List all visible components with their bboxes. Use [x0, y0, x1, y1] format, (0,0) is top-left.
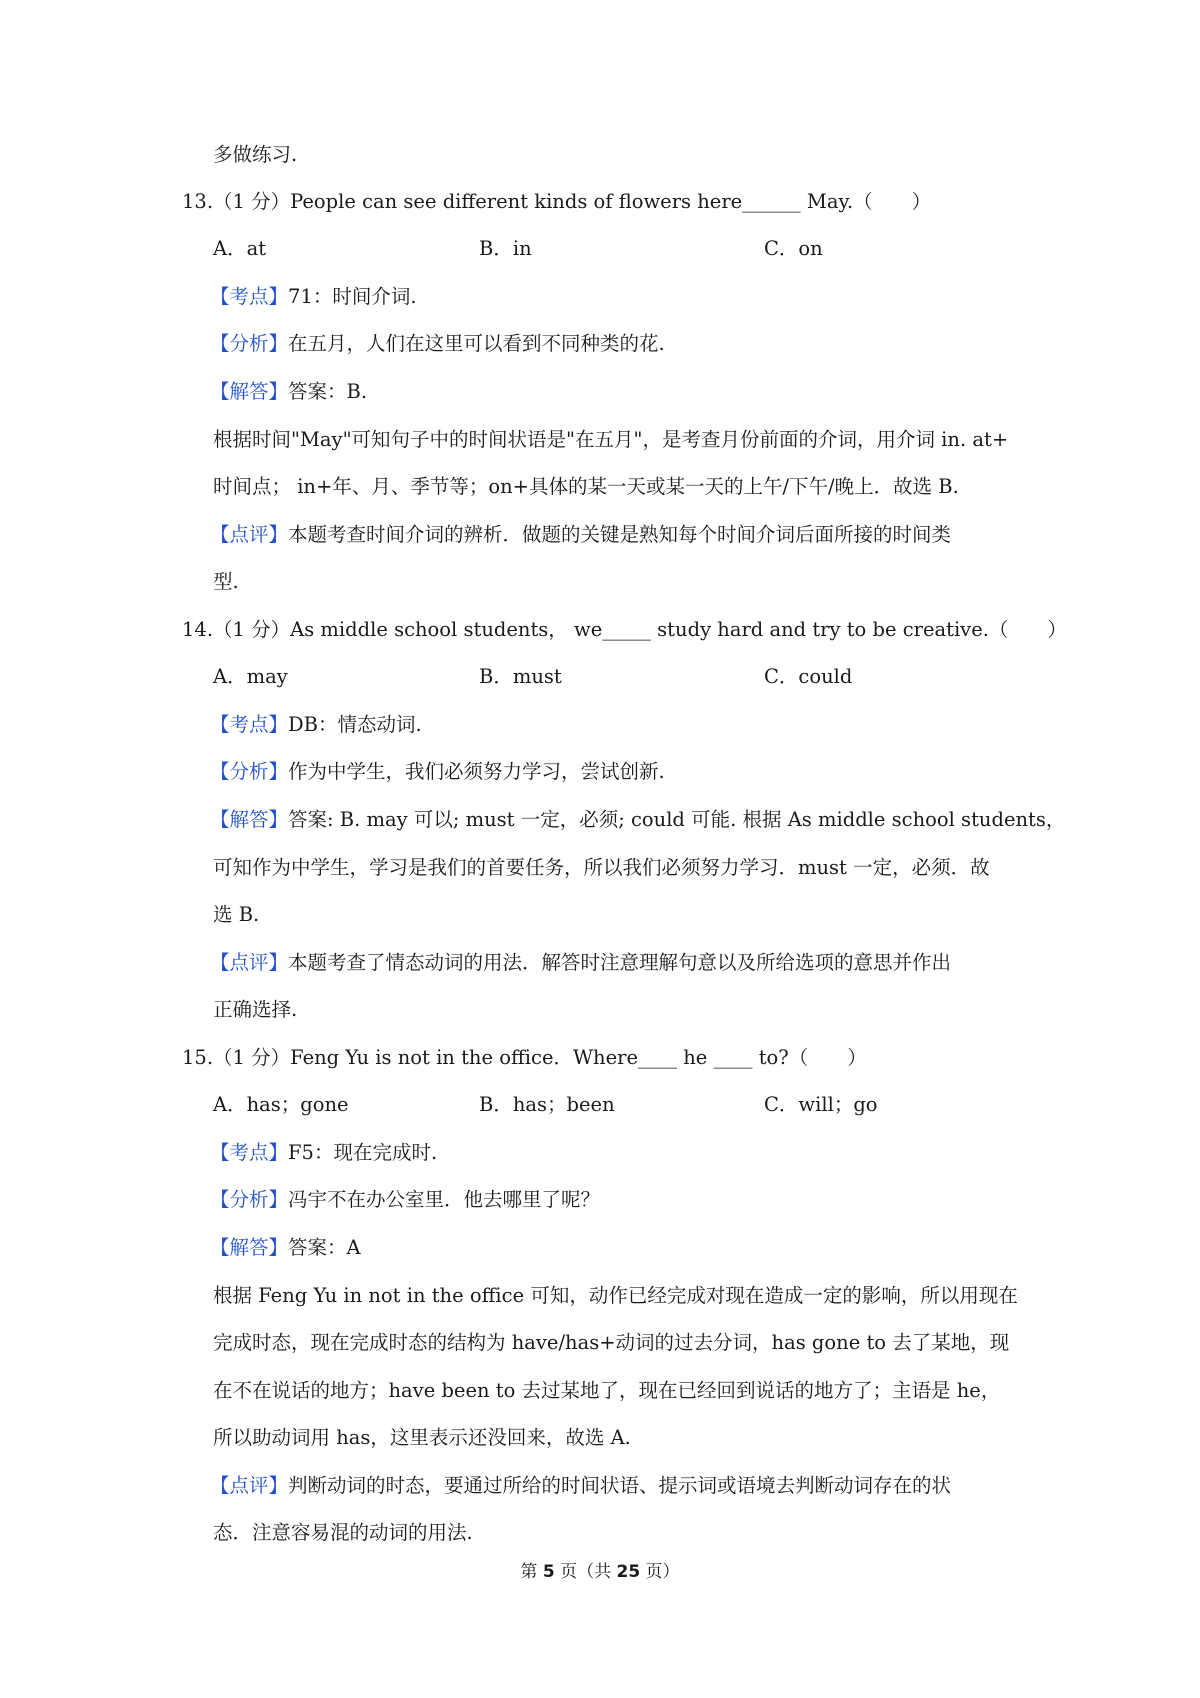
question-stem: 14.（1 分）As middle school students， we_____ study hard and try to be creative.（ ）: [182, 618, 1067, 641]
fenxi-tag: 【分析】: [210, 1188, 289, 1211]
question-stem: 15.（1 分）Feng Yu is not in the office．Where____ he ____ to?（ ）: [182, 1046, 867, 1069]
explain-line: 时间点； in+年、月、季节等；on+具体的某一天或某一天的上午/下午/晚上．故选 B.: [213, 475, 959, 498]
dianping-row: [210, 948, 951, 978]
jieda-text: 答案：B.: [288, 380, 368, 403]
dianping-row: [210, 1471, 951, 1501]
kaodian-row: [210, 1138, 437, 1168]
fenxi-tag: 【分析】: [210, 760, 289, 783]
footer-middle: 页（共: [554, 1562, 617, 1582]
explain-line: 完成时态，现在完成时态的结构为 have/has+动词的过去分词，has gone to 去了某地，现: [213, 1331, 1010, 1354]
kaodian-text: DB：情态动词.: [288, 713, 422, 736]
option-a: A．at: [213, 237, 267, 260]
dianping-continued: 态．注意容易混的动词的用法.: [213, 1521, 473, 1544]
explain-line: 根据 Feng Yu in not in the office 可知，动作已经完成对现在造成一定的影响，所以用现在: [213, 1284, 1018, 1307]
dianping-text: 本题考查了情态动词的用法．解答时注意理解句意以及所给选项的意思并作出: [288, 951, 952, 974]
option-b: B．has；been: [479, 1093, 615, 1116]
jieda-tag: 【解答】: [210, 808, 289, 831]
dianping-continued: 正确选择.: [213, 998, 298, 1021]
explain-line: 可知作为中学生，学习是我们的首要任务，所以我们必须努力学习．must 一定，必须．故: [213, 856, 990, 879]
kaodian-tag: 【考点】: [210, 1141, 289, 1164]
kaodian-tag: 【考点】: [210, 713, 289, 736]
explain-line: 在不在说话的地方；have been to 去过某地了，现在已经回到说话的地方了；主语是 he，: [213, 1379, 1001, 1402]
fenxi-row: [210, 757, 665, 787]
dianping-tag: 【点评】: [210, 1474, 289, 1497]
explain-line: 根据时间"May"可知句子中的时间状语是"在五月"，是考查月份前面的介词，用介词 in. at+: [213, 428, 1009, 451]
footer-prefix: 第: [520, 1562, 543, 1582]
dianping-tag: 【点评】: [210, 523, 289, 546]
fenxi-row: [210, 329, 665, 359]
fenxi-tag: 【分析】: [210, 332, 289, 355]
jieda-row: [210, 1233, 361, 1263]
jieda-tag: 【解答】: [210, 1236, 289, 1259]
jieda-text: 答案：A: [288, 1236, 361, 1259]
jieda-text: 答案: B. may 可以; must 一定，必须; could 可能. 根据 As middle school students，: [288, 808, 1066, 831]
jieda-row: [210, 377, 367, 407]
page-number: 5: [542, 1562, 555, 1582]
page-footer: [0, 1557, 1200, 1582]
kaodian-tag: 【考点】: [210, 285, 289, 308]
question-stem: 13.（1 分）People can see different kinds of flowers here______ May.（ ）: [182, 190, 932, 213]
dianping-text: 判断动词的时态，要通过所给的时间状语、提示词或语境去判断动词存在的状: [288, 1474, 952, 1497]
intro-end-text: 多做练习.: [213, 143, 298, 166]
option-a: A．has；gone: [213, 1093, 349, 1116]
dianping-tag: 【点评】: [210, 951, 289, 974]
kaodian-text: 71：时间介词.: [288, 285, 417, 308]
option-a: A．may: [213, 665, 288, 688]
dianping-row: [210, 520, 951, 550]
page-total: 25: [616, 1562, 641, 1582]
option-b: B．must: [479, 665, 562, 688]
dianping-text: 本题考查时间介词的辨析．做题的关键是熟知每个时间介词后面所接的时间类: [288, 523, 952, 546]
fenxi-text: 在五月，人们在这里可以看到不同种类的花.: [288, 332, 665, 355]
fenxi-row: [210, 1185, 600, 1215]
option-c: C．could: [764, 665, 853, 688]
fenxi-text: 冯宇不在办公室里．他去哪里了呢？: [288, 1188, 601, 1211]
option-c: C．on: [764, 237, 823, 260]
explain-line: 所以助动词用 has，这里表示还没回来，故选 A.: [213, 1426, 631, 1449]
kaodian-row: [210, 710, 422, 740]
kaodian-row: [210, 282, 417, 312]
kaodian-text: F5：现在完成时.: [288, 1141, 438, 1164]
footer-suffix: 页）: [640, 1562, 680, 1582]
jieda-tag: 【解答】: [210, 380, 289, 403]
explain-line: 选 B.: [213, 903, 260, 926]
option-c: C．will；go: [764, 1093, 878, 1116]
fenxi-text: 作为中学生，我们必须努力学习，尝试创新.: [288, 760, 665, 783]
jieda-row: [210, 805, 1065, 835]
dianping-continued: 型.: [213, 570, 239, 593]
option-b: B．in: [479, 237, 532, 260]
